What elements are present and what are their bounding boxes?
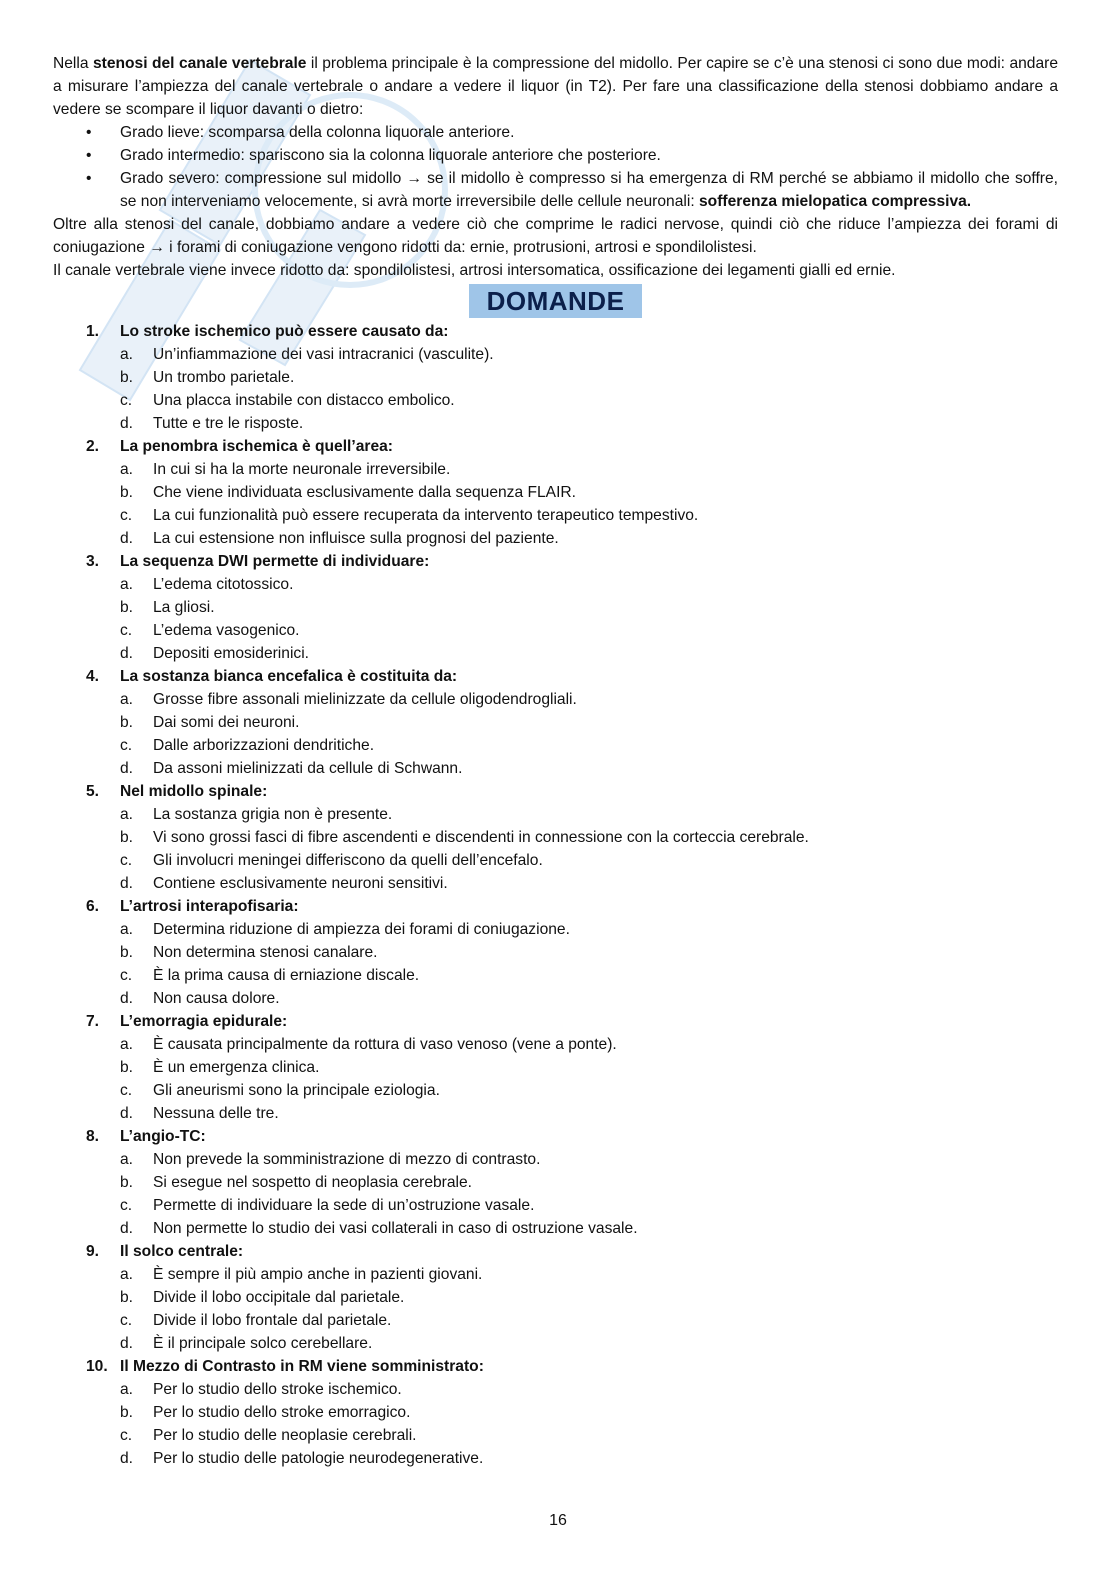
option-text: Che viene individuata esclusivamente dalla sequenza FLAIR. (153, 484, 577, 501)
question-number: 4. (86, 668, 100, 685)
answer-option (53, 1217, 1058, 1240)
question-item (53, 780, 1058, 895)
answer-options (53, 688, 1058, 780)
question-number: 8. (86, 1128, 100, 1145)
option-letter: a. (120, 461, 134, 478)
answer-option (53, 1056, 1058, 1079)
question-item (53, 435, 1058, 550)
section-heading: DOMANDE (469, 284, 643, 318)
answer-option (53, 458, 1058, 481)
option-letter: a. (120, 1151, 134, 1168)
option-text: L’edema vasogenico. (153, 622, 300, 639)
question-text: 10. Il Mezzo di Contrasto in RM viene somministrato: (53, 1355, 1058, 1378)
option-text: Una placca instabile con distacco embolico. (153, 392, 455, 409)
answer-option (53, 1332, 1058, 1355)
answer-option (53, 1286, 1058, 1309)
option-letter: c. (120, 1197, 133, 1214)
option-letter: b. (120, 599, 134, 616)
answer-option (53, 964, 1058, 987)
option-text: È un emergenza clinica. (153, 1059, 320, 1076)
answer-option (53, 1194, 1058, 1217)
option-text: Un’infiammazione dei vasi intracranici (vasculite). (153, 346, 494, 363)
option-letter: c. (120, 1082, 133, 1099)
question-number: 6. (86, 898, 100, 915)
answer-option (53, 1148, 1058, 1171)
bullet-dot-icon: • (86, 170, 92, 187)
option-letter: d. (120, 415, 134, 432)
option-letter: b. (120, 829, 134, 846)
option-text: La cui funzionalità può essere recuperata da intervento terapeutico tempestivo. (153, 507, 699, 524)
answer-option (53, 803, 1058, 826)
answer-options (53, 343, 1058, 435)
option-text: La cui estensione non influisce sulla prognosi del paziente. (153, 530, 559, 547)
option-text: È la prima causa di erniazione discale. (153, 967, 420, 984)
option-text: Determina riduzione di ampiezza dei forami di coniugazione. (153, 921, 570, 938)
option-text: Contiene esclusivamente neuroni sensitivi. (153, 875, 448, 892)
question-item (53, 1010, 1058, 1125)
option-letter: a. (120, 1381, 134, 1398)
option-text: L’edema citotossico. (153, 576, 294, 593)
intro-text-pre: Nella (53, 55, 93, 72)
question-text: 7. L’emorragia epidurale: (53, 1010, 1058, 1033)
answer-options (53, 803, 1058, 895)
option-text: È il principale solco cerebellare. (153, 1335, 373, 1352)
option-letter: b. (120, 714, 134, 731)
option-letter: c. (120, 1427, 133, 1444)
answer-option (53, 734, 1058, 757)
stenosis-grade-list (53, 121, 1058, 213)
answer-option (53, 1447, 1058, 1470)
option-text: È sempre il più ampio anche in pazienti giovani. (153, 1266, 483, 1283)
content (53, 52, 1058, 1470)
bullet-item: • Grado severo: compressione sul midollo → se il midollo è compresso si ha emergenza di RM perché se abbiamo il midollo che soffre, se non interveniamo velocemente, si avrà morte irreversibile delle cellule neuronali: sofferenza mielopatica compressiva. (53, 167, 1058, 213)
intro-bold-term: stenosi del canale vertebrale (92, 55, 307, 72)
option-text: Un trombo parietale. (153, 369, 295, 386)
option-text: Da assoni mielinizzati da cellule di Schwann. (153, 760, 463, 777)
option-text: Dalle arborizzazioni dendritiche. (153, 737, 375, 754)
answer-option (53, 872, 1058, 895)
answer-option (53, 688, 1058, 711)
option-letter: b. (120, 1059, 134, 1076)
question-text: 3. La sequenza DWI permette di individuare: (53, 550, 1058, 573)
option-letter: c. (120, 967, 133, 984)
option-letter: c. (120, 852, 133, 869)
option-text: Grosse fibre assonali mielinizzate da cellule oligodendrogliali. (153, 691, 577, 708)
option-letter: b. (120, 484, 134, 501)
answer-option (53, 1401, 1058, 1424)
option-text: Non determina stenosi canalare. (153, 944, 378, 961)
answer-option (53, 918, 1058, 941)
section-heading-wrap (53, 284, 1058, 318)
question-text: 1. Lo stroke ischemico può essere causato da: (53, 320, 1058, 343)
option-text: Gli involucri meningei differiscono da quelli dell’encefalo. (153, 852, 543, 869)
option-letter: c. (120, 392, 133, 409)
answer-option (53, 849, 1058, 872)
answer-option (53, 1263, 1058, 1286)
answer-option (53, 366, 1058, 389)
question-item (53, 1125, 1058, 1240)
question-item (53, 550, 1058, 665)
bullet-dot-icon: • (86, 147, 92, 164)
option-letter: b. (120, 1289, 134, 1306)
option-text: Gli aneurismi sono la principale eziologia. (153, 1082, 440, 1099)
answer-options (53, 573, 1058, 665)
option-letter: d. (120, 875, 134, 892)
question-number: 2. (86, 438, 100, 455)
question-text: 8. L’angio-TC: (53, 1125, 1058, 1148)
option-text: Per lo studio dello stroke ischemico. (153, 1381, 402, 1398)
question-number: 7. (86, 1013, 100, 1030)
option-letter: d. (120, 1220, 134, 1237)
page-number: 16 (549, 1512, 567, 1529)
option-text: Per lo studio delle neoplasie cerebrali. (153, 1427, 417, 1444)
question-item (53, 1240, 1058, 1355)
question-list (53, 320, 1058, 1470)
question-text: 4. La sostanza bianca encefalica è costituita da: (53, 665, 1058, 688)
option-text: È causata principalmente da rottura di vaso venoso (vene a ponte). (153, 1036, 617, 1053)
answer-option (53, 1033, 1058, 1056)
question-item (53, 320, 1058, 435)
option-text: Per lo studio delle patologie neurodegenerative. (153, 1450, 484, 1467)
option-letter: d. (120, 1335, 134, 1352)
answer-options (53, 1378, 1058, 1470)
option-letter: d. (120, 1450, 134, 1467)
paragraph-canale: Il canale vertebrale viene invece ridotto da: spondilolistesi, artrosi intersomatica, ossificazione dei legamenti gialli ed ernie. (53, 262, 896, 279)
option-letter: c. (120, 737, 133, 754)
option-letter: d. (120, 645, 134, 662)
option-text: Depositi emosiderinici. (153, 645, 309, 662)
option-letter: d. (120, 990, 134, 1007)
option-text: Vi sono grossi fasci di fibre ascendenti e discendenti in connessione con la corteccia cerebrale. (153, 829, 809, 846)
answer-option (53, 389, 1058, 412)
answer-option (53, 642, 1058, 665)
answer-option (53, 343, 1058, 366)
answer-option (53, 1102, 1058, 1125)
question-number: 10. (86, 1358, 108, 1375)
option-letter: c. (120, 507, 133, 524)
question-text: 6. L’artrosi interapofisaria: (53, 895, 1058, 918)
answer-option (53, 711, 1058, 734)
option-text: Non causa dolore. (153, 990, 280, 1007)
option-text: Tutte e tre le risposte. (153, 415, 304, 432)
option-text: Divide il lobo occipitale dal parietale. (153, 1289, 405, 1306)
answer-option (53, 412, 1058, 435)
option-text: Divide il lobo frontale dal parietale. (153, 1312, 392, 1329)
option-letter: c. (120, 1312, 133, 1329)
answer-option (53, 941, 1058, 964)
question-number: 1. (86, 323, 100, 340)
answer-option (53, 481, 1058, 504)
option-text: In cui si ha la morte neuronale irreversibile. (153, 461, 451, 478)
answer-option (53, 757, 1058, 780)
answer-options (53, 1263, 1058, 1355)
bullet-item: • Grado intermedio: spariscono sia la colonna liquorale anteriore che posteriore. (53, 144, 1058, 167)
question-item (53, 1355, 1058, 1470)
paragraph-forami: Oltre alla stenosi del canale, dobbiamo andare a vedere ciò che comprime le radici nervose, quindi ciò che riduce l’ampiezza dei forami di coniugazione → i forami di coniugazione vengono ridotti da: ernie, protrusioni, artrosi e spondilolistesi. (53, 216, 1058, 256)
answer-option (53, 1378, 1058, 1401)
answer-option (53, 1171, 1058, 1194)
answer-options (53, 458, 1058, 550)
answer-option (53, 1424, 1058, 1447)
option-letter: b. (120, 1174, 134, 1191)
option-letter: a. (120, 806, 134, 823)
question-number: 9. (86, 1243, 100, 1260)
answer-option (53, 987, 1058, 1010)
answer-option (53, 504, 1058, 527)
option-letter: a. (120, 921, 134, 938)
option-letter: b. (120, 944, 134, 961)
option-text: La gliosi. (153, 599, 215, 616)
question-item (53, 895, 1058, 1010)
answer-options (53, 918, 1058, 1010)
question-number: 5. (86, 783, 100, 800)
intro-text-post: il problema principale è la compressione del midollo. Per capire se c’è una stenosi ci sono due modi: andare a misurare l’ampiezza del canale vertebrale o andare a vedere il liquor (in T2). Per fare una classificazione della stenosi dobbiamo andare a vedere se scompare il liquor davanti o dietro: (53, 55, 1058, 118)
option-text: Permette di individuare la sede di un’ostruzione vasale. (153, 1197, 535, 1214)
answer-option (53, 619, 1058, 642)
option-text: Dai somi dei neuroni. (153, 714, 300, 731)
option-letter: d. (120, 1105, 134, 1122)
option-text: La sostanza grigia non è presente. (153, 806, 393, 823)
option-text: Nessuna delle tre. (153, 1105, 279, 1122)
option-text: Non permette lo studio dei vasi collaterali in caso di ostruzione vasale. (153, 1220, 638, 1237)
question-text: 9. Il solco centrale: (53, 1240, 1058, 1263)
option-letter: c. (120, 622, 133, 639)
option-letter: a. (120, 346, 134, 363)
option-text: Si esegue nel sospetto di neoplasia cerebrale. (153, 1174, 473, 1191)
answer-option (53, 1079, 1058, 1102)
question-text: 5. Nel midollo spinale: (53, 780, 1058, 803)
answer-option (53, 527, 1058, 550)
answer-option (53, 596, 1058, 619)
option-letter: b. (120, 1404, 134, 1421)
question-item (53, 665, 1058, 780)
option-letter: d. (120, 530, 134, 547)
answer-option (53, 573, 1058, 596)
bullet-dot-icon: • (86, 124, 92, 141)
answer-options (53, 1033, 1058, 1125)
answer-option (53, 826, 1058, 849)
option-text: Per lo studio dello stroke emorragico. (153, 1404, 411, 1421)
answer-option (53, 1309, 1058, 1332)
answer-options (53, 1148, 1058, 1240)
question-text: 2. La penombra ischemica è quell’area: (53, 435, 1058, 458)
option-letter: d. (120, 760, 134, 777)
option-letter: a. (120, 1036, 134, 1053)
option-letter: a. (120, 576, 134, 593)
question-number: 3. (86, 553, 100, 570)
option-text: Non prevede la somministrazione di mezzo di contrasto. (153, 1151, 541, 1168)
option-letter: b. (120, 369, 134, 386)
bullet-item: • Grado lieve: scomparsa della colonna liquorale anteriore. (53, 121, 1058, 144)
intro-paragraph (53, 52, 1058, 121)
option-letter: a. (120, 691, 134, 708)
option-letter: a. (120, 1266, 134, 1283)
